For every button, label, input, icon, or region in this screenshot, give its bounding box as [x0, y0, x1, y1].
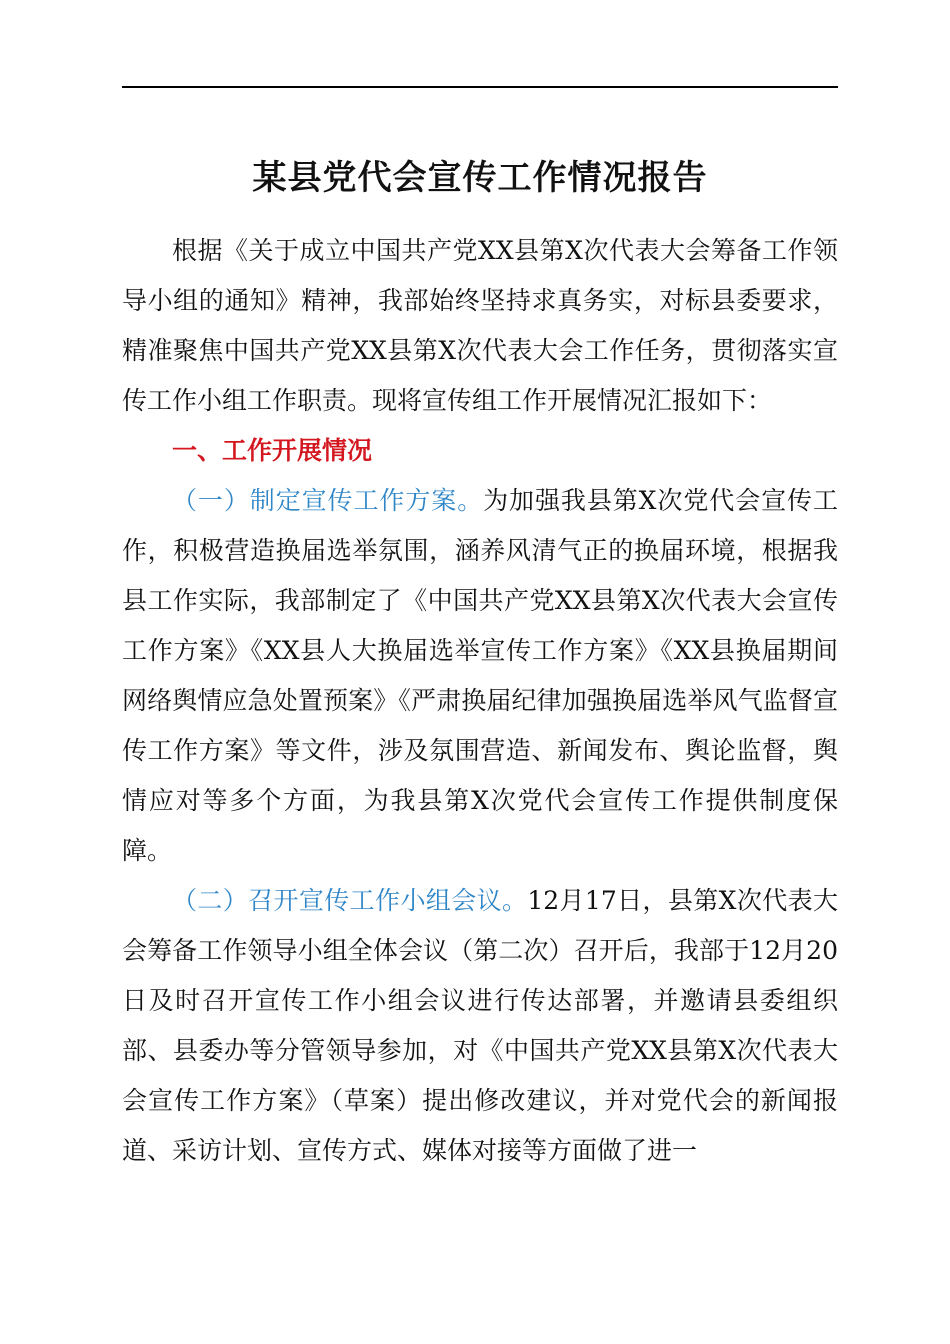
item-heading-1: （一）制定宣传工作方案。 — [172, 486, 484, 515]
item-heading-2: （二）召开宣传工作小组会议。 — [172, 886, 528, 915]
item-text-1: 为加强我县第X次党代会宣传工作，积极营造换届选举氛围，涵养风清气正的换届环境，根据我县工作实际，我部制定了《中国共产党XX县第X次代表大会宣传工作方案》《XX县人大换届选举宣传工作方案》《XX县换届期间网络舆情应急处置预案》《严肃换届纪律加强换届选举风气监督宣传工作方案》等文件，涉及氛围营造、新闻发布、舆论监督，舆情应对等多个方面，为我县第X次党代会宣传工作提供制度保障。 — [122, 486, 838, 865]
item-paragraph-1 — [122, 476, 838, 876]
document-title: 某县党代会宣传工作情况报告 — [252, 158, 708, 198]
document-body — [122, 226, 838, 1176]
item-paragraph-2 — [122, 876, 838, 1176]
intro-paragraph: 根据《关于成立中国共产党XX县第X次代表大会筹备工作领导小组的通知》精神，我部始终坚持求真务实，对标县委要求，精准聚焦中国共产党XX县第X次代表大会工作任务，贯彻落实宣传工作小组工作职责。现将宣传组工作开展情况汇报如下： — [122, 236, 838, 415]
section-heading: 一、工作开展情况 — [172, 436, 373, 465]
item-text-2: 12月17日，县第X次代表大会筹备工作领导小组全体会议（第二次）召开后，我部于12月20日及时召开宣传工作小组会议进行传达部署，并邀请县委组织部、县委办等分管领导参加，对《中国共产党XX县第X次代表大会宣传工作方案》（草案）提出修改建议，并对党代会的新闻报道、采访计划、宣传方式、媒体对接等方面做了进一 — [122, 886, 838, 1165]
header-rule — [122, 86, 838, 88]
